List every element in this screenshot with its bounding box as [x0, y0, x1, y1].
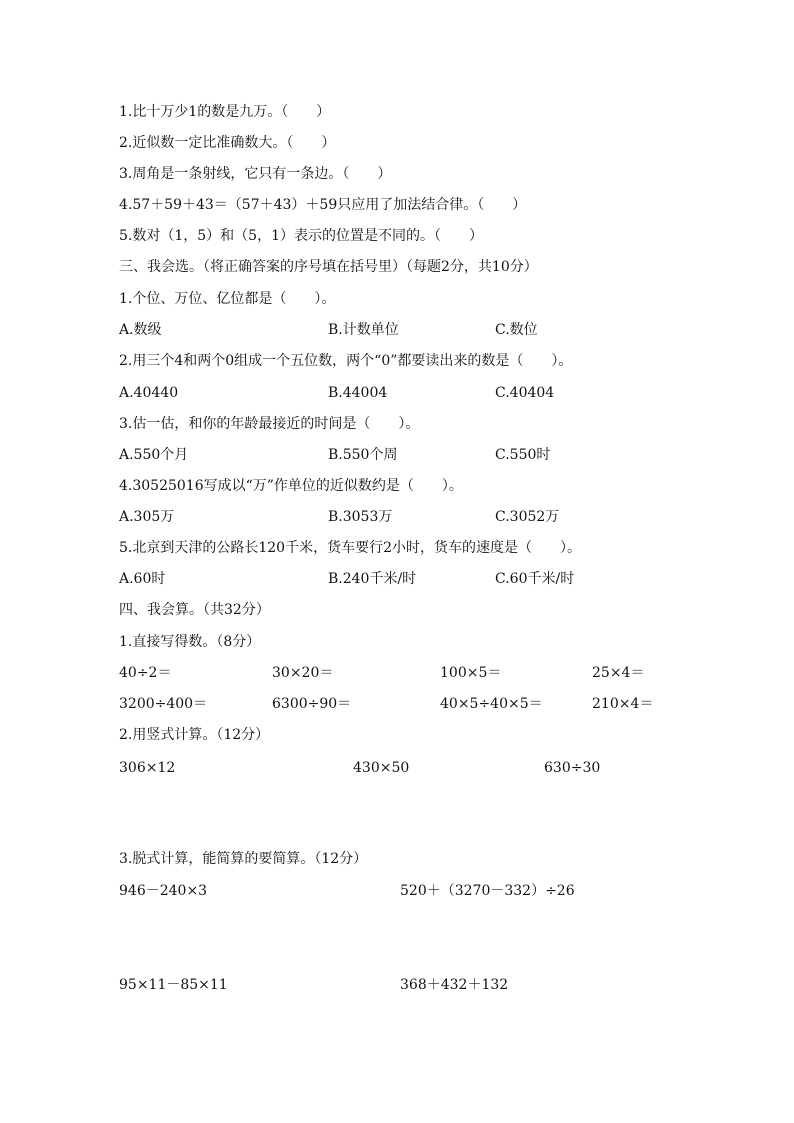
choice-question-4: 4.30525016写成以“万”作单位的近似数约是（ ）。: [119, 478, 463, 494]
vertical-calc-item: 306×12: [119, 760, 176, 776]
choice-1-option-b: B.计数单位: [328, 322, 399, 338]
oral-calc-item: 3200÷400＝: [119, 696, 208, 712]
choice-1-option-a: A.数级: [119, 322, 162, 338]
part-1-title: 1.直接写得数。（8分）: [119, 634, 261, 650]
choice-4-option-c: C.3052万: [495, 509, 560, 525]
tf-item-3: 3.周角是一条射线，它只有一条边。（ ）: [119, 166, 392, 182]
step-calc-item: 95×11－85×11: [119, 977, 228, 993]
step-calc-item: 520＋（3270－332）÷26: [400, 883, 575, 899]
choice-2-option-b: B.44004: [328, 385, 388, 401]
choice-3-option-b: B.550个周: [328, 447, 398, 463]
oral-calc-item: 40×5÷40×5＝: [440, 696, 543, 712]
choice-3-option-c: C.550时: [495, 447, 551, 463]
tf-item-4: 4.57＋59＋43＝（57＋43）＋59只应用了加法结合律。（ ）: [119, 197, 527, 213]
section-3-title: 三、我会选。（将正确答案的序号填在括号里）（每题2分，共10分）: [119, 259, 538, 275]
choice-2-option-c: C.40404: [495, 385, 555, 401]
oral-calc-item: 40÷2＝: [119, 665, 172, 681]
choice-5-option-b: B.240千米/时: [328, 571, 417, 587]
vertical-calc-item: 630÷30: [544, 760, 601, 776]
choice-4-option-b: B.3053万: [328, 509, 393, 525]
oral-calc-item: 210×4＝: [592, 696, 654, 712]
oral-calc-item: 100×5＝: [440, 665, 502, 681]
step-calc-item: 946－240×3: [119, 883, 208, 899]
choice-question-3: 3.估一估，和你的年龄最接近的时间是（ ）。: [119, 416, 420, 432]
tf-item-1: 1.比十万少1的数是九万。（ ）: [119, 104, 331, 120]
tf-item-5: 5.数对（1，5）和（5，1）表示的位置是不同的。（ ）: [119, 228, 483, 244]
vertical-calc-item: 430×50: [353, 760, 410, 776]
part-2-title: 2.用竖式计算。（12分）: [119, 727, 270, 743]
choice-2-option-a: A.40440: [119, 385, 179, 401]
choice-question-1: 1.个位、万位、亿位都是（ ）。: [119, 291, 336, 307]
tf-item-2: 2.近似数一定比准确数大。（ ）: [119, 135, 336, 151]
choice-5-option-c: C.60千米/时: [495, 571, 575, 587]
oral-calc-item: 25×4＝: [592, 665, 645, 681]
choice-question-5: 5.北京到天津的公路长120千米，货车要行2小时，货车的速度是（ ）。: [119, 540, 581, 556]
part-3-title: 3.脱式计算，能简算的要简算。（12分）: [119, 851, 368, 867]
section-4-title: 四、我会算。（共32分）: [119, 602, 270, 618]
choice-question-2: 2.用三个4和两个0组成一个五位数，两个“0”都要读出来的数是（ ）。: [119, 353, 573, 369]
oral-calc-item: 30×20＝: [272, 665, 334, 681]
choice-1-option-c: C.数位: [495, 322, 538, 338]
step-calc-item: 368＋432＋132: [400, 977, 509, 993]
choice-3-option-a: A.550个月: [119, 447, 189, 463]
choice-5-option-a: A.60时: [119, 571, 166, 587]
oral-calc-item: 6300÷90＝: [272, 696, 352, 712]
choice-4-option-a: A.305万: [119, 509, 175, 525]
